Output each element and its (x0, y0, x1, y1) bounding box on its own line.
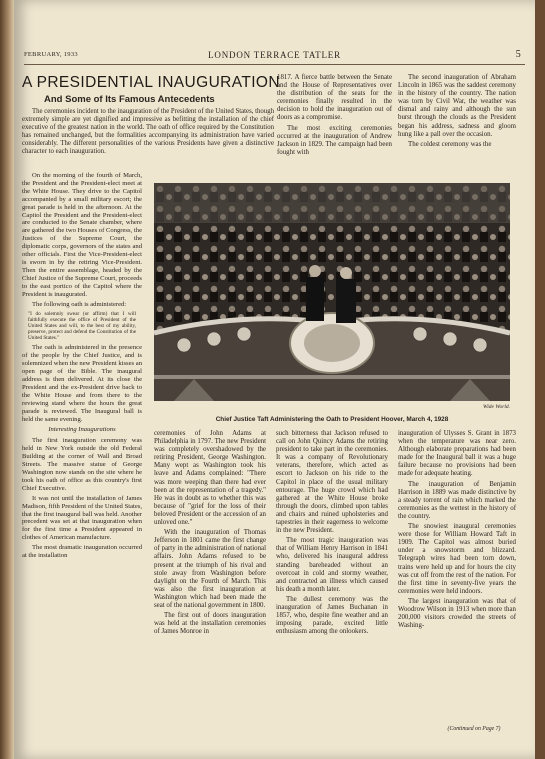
article-column-1 (22, 172, 142, 562)
issue-date: FEBRUARY, 1933 (24, 51, 78, 58)
book-spine (0, 0, 14, 759)
book-cover-edge (535, 0, 545, 759)
article-subtitle: And Some of Its Famous Antecedents (44, 94, 215, 105)
paragraph: such bitterness that Jackson refused to call on John Quincy Adams the retiring president to take part in the ceremonies. It was a company of Revolutionary veterans, therefore, which acted as escort to Jackson on his ride to the Capitol in place of the usual military entourage. The huge crowd which had gathered at the White House broke through the doors, climbed upon tables and chairs and ruined upholsteries and tapestries in their eagerness to welcome in the new President. (276, 430, 388, 535)
article-title: A PRESIDENTIAL INAUGURATION (22, 74, 280, 91)
paragraph: The second inauguration of Abraham Lincoln in 1865 was the saddest ceremony in the history of the country. The nation was torn by Civil War, the weather was dismal and rainy and although the sun burst through the clouds as the President began his address, sadness and gloom hung like a pall over the occasion. (398, 74, 516, 138)
photo-illustration (154, 183, 510, 401)
inauguration-photo (154, 183, 510, 401)
lead-paragraph: The ceremonies incident to the inauguration of the President of the United States, though extremely simple are yet dignified and impressive as befitting the installation of the chief executive of the greatest nation in the world. The oath of office required by the Constitution has remained unchanged, but the formalities accompanying its administration have varied considerably. The different personalities of the various Presidents have given a distinctive character to each inauguration. (22, 108, 274, 156)
article-lead (22, 108, 274, 159)
paragraph: It was not until the installation of James Madison, fifth President of the United States, that the first inaugural ball was held. Another precedent was set at that inauguration when for the first time a President appeared in clothes of American manufacture. (22, 494, 142, 542)
paragraph: The following oath is administered: (32, 300, 127, 308)
paragraph: 1817. A fierce battle between the Senate and the House of Representatives over the distribution of the seats for the ceremonies finally resulted in the decision to hold the inauguration out of doors as a compromise. (277, 74, 392, 122)
paragraph: The most exciting ceremonies occurred at the inauguration of Andrew Jackson in 1829. The campaign had been fought with (277, 124, 392, 156)
paragraph: The oath is administered in the presence of the people by the Chief Justice, and is solemnized when the new President kisses an open page of the Bible. The inaugural address is then delivered. At its close the President and the ex-President drive back to the White House and from there to the reviewing stand where the hours the great parade is reviewed. The Inaugural ball is held the same evening. (22, 344, 142, 423)
article-column-2-bottom (154, 430, 266, 638)
paragraph: With the inauguration of Thomas Jefferson in 1801 came the first change of party in the administration of national affairs. John Adams refused to be present at the triumph of his rival and stole away from Washington before daylight on the Fourth of March. This was also the first inauguration at Washington which had been made the seat of the national government in 1800. (154, 529, 266, 609)
photo-credit: Wide World. (483, 404, 510, 410)
paragraph: inauguration of Ulysses S. Grant in 1873 when the temperature was near zero. Although elaborate preparations had been made for the Inaugural ball it was a huge failure because no provisions had been made for adequate heating. (398, 430, 516, 478)
paragraph: ceremonies of John Adams at Philadelphia in 1797. The new President was completely overshadowed by the retiring President, George Washington. Many wept as Washington took his leave and Adams complained: "There was more weeping than there had ever been at the representation of a tragedy." He was in doubt as to whether this was because of "grief for the loss of their beloved President or the accession of an unloved one." (154, 430, 266, 527)
paragraph: The most dramatic inauguration occurred at the installation (22, 544, 142, 560)
subheading: Interesting Inaugurations (48, 426, 116, 434)
continued-notice: (Continued on Page 7) (447, 726, 501, 732)
paragraph: The largest inauguration was that of Woodrow Wilson in 1913 when more than 200,000 visitors crowded the streets of Washing- (398, 597, 516, 630)
page-number: 5 (515, 49, 521, 60)
article-column-3-top (398, 74, 516, 151)
publication-name: LONDON TERRACE TATLER (208, 50, 341, 60)
article-column-3-bottom (276, 430, 388, 638)
paragraph: On the morning of the fourth of March, the President and the President-elect meet at the White House. They drive to the Capitol accompanied by a small military escort; the great parade is held in the afternoon. At the Capitol the President and the President-elect are conducted to the Senate chamber, where are gathered the two Houses of Congress, the Justices of the Supreme Court, the diplomatic corps, governors of the states and other officials. First the Vice-President-elect is sworn in by the retiring Vice-President. Then the entire assemblage, headed by the Chief Justice of the Supreme Court, proceeds to the east portico of the Capitol where the President is inaugurated. (22, 172, 142, 298)
article-column-2-top (277, 74, 392, 159)
photo-caption: Chief Justice Taft Administering the Oath to President Hoover, March 4, 1928 (215, 416, 449, 423)
paragraph: The inauguration of Benjamin Harrison in 1889 was made distinctive by a steady torrent of rain which marked the ceremonies as the wettest in the history of the country. (398, 480, 516, 520)
article-column-4-bottom (398, 430, 516, 632)
paragraph: The coldest ceremony was the (408, 140, 492, 148)
paragraph: The snowiest inaugural ceremonies were those for William Howard Taft in 1909. The Capitol was almost buried under a snowstorm and blizzard. Telegraph wires had been torn down, trains were held up and for hours the city was cut off from the rest of the nation. For the first time in seventy-five years the ceremonies were held indoors. (398, 523, 516, 595)
header-rule (24, 64, 525, 65)
oath-quote: "I do solemnly swear (or affirm) that I will faithfully execute the office of President of the United States and will, to the best of my ability, preserve, protect and defend the Constitution of the United States." (28, 311, 136, 342)
paragraph: The first out of doors inauguration was held at the installation ceremonies of James Monroe in (154, 612, 266, 636)
paragraph: The first inauguration ceremony was held in New York outside the old Federal Building at the corner of Wall and Broad Streets. The massive statue of George Washington now stands on the site where he took his oath of office as this country's first Chief Executive. (22, 437, 142, 492)
page-header (24, 50, 525, 64)
paragraph: The dullest ceremony was the inauguration of James Buchanan in 1857, who, despite fine weather and an imposing parade, excited little enthusiasm among the onlookers. (276, 595, 388, 636)
magazine-page (14, 0, 535, 759)
paragraph: The most tragic inauguration was that of William Henry Harrison in 1841 who, delivered his inaugural address standing bareheaded without an overcoat in cold and stormy weather, and contracted an illness which caused his death a month later. (276, 537, 388, 593)
